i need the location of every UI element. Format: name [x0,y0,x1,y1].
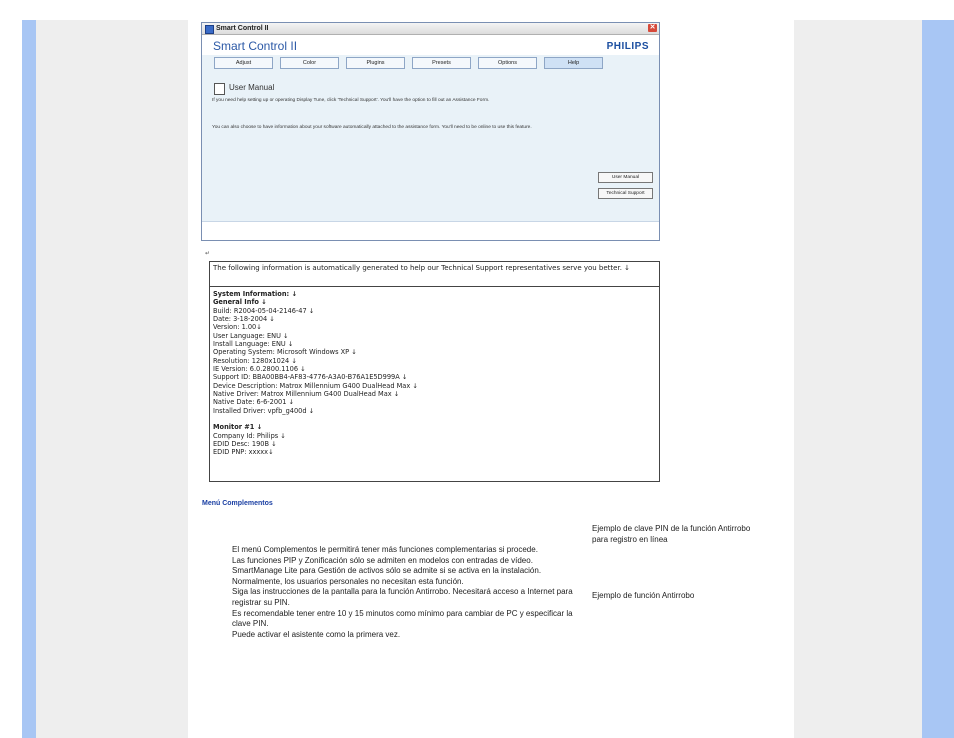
section-heading: Menú Complementos [202,500,273,507]
tab-plugins[interactable]: Plugins [346,57,405,69]
system-info-box [209,261,660,482]
tab-color[interactable]: Color [280,57,339,69]
system-info-line: Native Driver: Matrox Millennium G400 DualHead Max ↓ [213,390,400,399]
body-paragraph: SmartManage Lite para Gestión de activos sólo se admite si se activa en la instalación. Normalmente, los usuarios personales no necesitan esta función. [232,566,542,586]
tab-options[interactable]: Options [478,57,537,69]
help-paragraph-2: You can also choose to have information about your software automatically attached to the assistance form. You'll need to be online to use this feature. [212,125,532,130]
system-info-line: Version: 1.00↓ [213,323,262,332]
tab-bar [214,57,603,68]
body-text [232,545,587,640]
system-info-line: General Info ↓ [213,298,267,307]
system-info-line: Resolution: 1280x1024 ↓ [213,356,297,365]
system-info-line: Operating System: Microsoft Windows XP ↓ [213,348,357,357]
system-info-line: Build: R2004-05-04-2146-47 ↓ [213,306,315,315]
page-margin-left [0,0,22,738]
left-gutter [36,20,188,738]
system-info-line: System Information: ↓ [213,290,297,298]
system-info-line: Monitor #1 ↓ [213,423,263,432]
user-manual-button[interactable]: User Manual [598,172,653,183]
tab-help[interactable]: Help [544,57,603,69]
body-paragraph: Puede activar el asistente como la primera vez. [232,629,401,639]
system-info-line: Installed Driver: vpfb_g400d ↓ [213,406,315,415]
system-info-line: EDID Desc: 190B ↓ [213,439,277,448]
left-blue-band [22,20,36,738]
caption-pin-example: Ejemplo de clave PIN de la función Antirrobo para registro en línea [592,524,751,544]
system-info-line: Date: 3-18-2004 ↓ [213,315,275,324]
titlebar-text: Smart Control II [216,25,269,32]
system-info-line: Native Date: 6-6-2001 ↓ [213,398,295,407]
system-info-body [210,287,659,460]
app-title: Smart Control II [213,39,298,53]
body-paragraph: Las funciones PIP y Zonificación sólo se admiten en modelos con entradas de vídeo. [232,555,533,565]
help-paragraph-1: If you need help setting up or operating Display Tune, click 'Technical Support'. You'll have the option to fill out an Assistance Form. [212,98,490,103]
system-info-line [213,415,656,423]
tab-adjust[interactable]: Adjust [214,57,273,69]
brand-logo: PHILIPS [606,41,649,52]
system-info-line: Support ID: BBA00BB4-AF83-4776-A3A0-B76A1E5D999A ↓ [213,373,408,382]
right-blue-band [922,20,954,738]
body-paragraph: Siga las instrucciones de la pantalla para la función Antirrobo. Necesitará acceso a Internet para registrar su PIN. [232,587,573,607]
window-footer [202,221,659,240]
system-info-line: Device Description: Matrox Millennium G400 DualHead Max ↓ [213,381,418,390]
body-paragraph: Es recomendable tener entre 10 y 15 minutos como mínimo para cambiar de PC y especificar la clave PIN. [232,608,573,629]
system-info-header: The following information is automatically generated to help our Technical Support representatives serve you better. ↓ [210,262,659,287]
caption-antitheft-example: Ejemplo de función Antirrobo [592,591,695,600]
window-header [202,35,659,55]
user-manual-icon [214,83,225,95]
right-gutter [794,20,922,738]
system-info-line: Install Language: ENU ↓ [213,340,294,349]
system-info-line: User Language: ENU ↓ [213,331,289,340]
system-info-line: EDID PNP: xxxxx↓ [213,448,274,457]
technical-support-button[interactable]: Technical Support [598,188,653,199]
return-mark: ↵ [205,251,211,257]
window-titlebar [202,23,659,35]
system-info-line: Company Id: Philips ↓ [213,431,286,440]
section-title: User Manual [229,83,275,92]
body-paragraph: El menú Complementos le permitirá tener más funciones complementarias si procede. [232,545,538,554]
close-icon[interactable]: ✕ [649,24,656,31]
app-icon [205,25,214,34]
smart-control-window [201,22,660,241]
tab-presets[interactable]: Presets [412,57,471,69]
system-info-line: IE Version: 6.0.2800.1106 ↓ [213,365,306,374]
